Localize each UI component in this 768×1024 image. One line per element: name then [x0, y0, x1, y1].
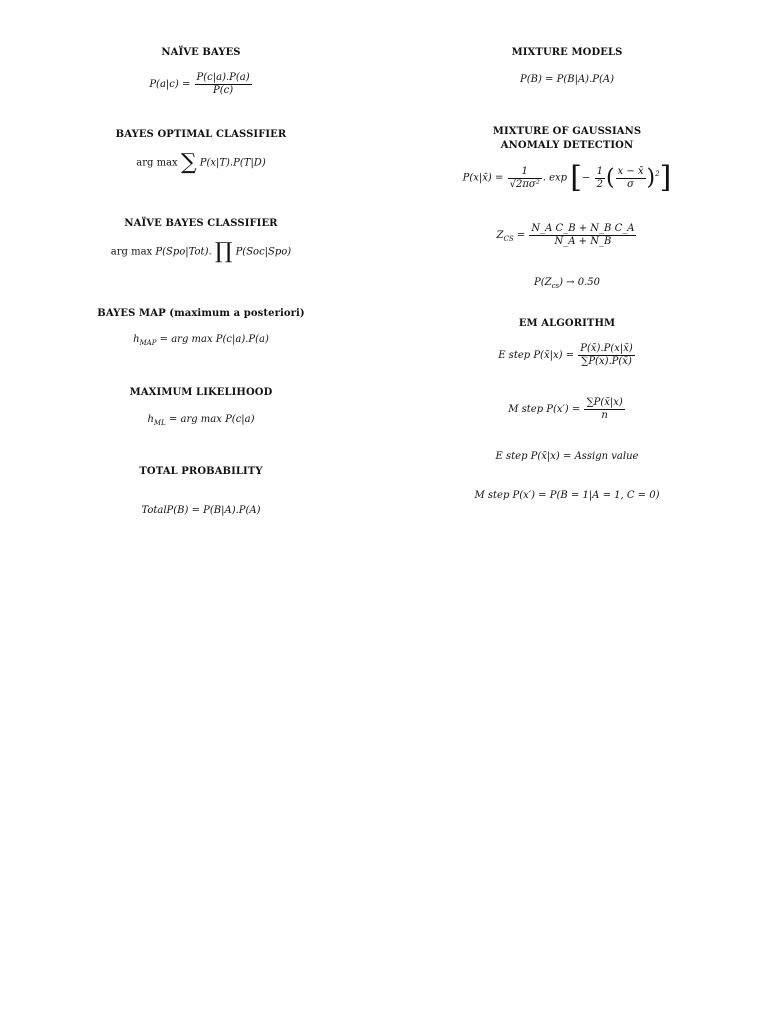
mog-formula: P(x|x̄) = $\frac{1}{\text{√2πσ²}}$ . exp [− $\frac{1}{2}$ ( $\frac{x - x̄}{\sigma}$ )$^2$]: [462, 160, 672, 195]
sum-icon: ∑: [180, 150, 197, 175]
product-icon: ∏: [214, 239, 233, 264]
em-e-step-assign: E step P(x̄|x) = Assign value: [495, 451, 639, 462]
bayes-map-formula: $h_{MAP}$ = arg max P(c|a).P(a): [133, 334, 269, 347]
mog-title-line2: ANOMALY DETECTION: [500, 140, 634, 151]
mog-title-line1: MIXTURE OF GAUSSIANS: [492, 126, 642, 137]
em-m-step-assign: M step P(x′) = P(B = 1|A = 1, C = 0): [474, 490, 660, 501]
naive-bayes-title: NAÏVE BAYES: [161, 47, 241, 58]
naive-bayes-formula: P(a|c) = $\frac{P(c|a).P(a)}{P(c)}$: [149, 72, 250, 96]
em-algorithm-title: EM ALGORITHM: [518, 318, 616, 329]
bayes-optimal-title: BAYES OPTIMAL CLASSIFIER: [115, 129, 287, 140]
pz-formula: $P(Z_{cs}) \to 0.50$: [534, 277, 600, 290]
total-probability-title: TOTAL PROBABILITY: [139, 466, 263, 477]
max-likelihood-formula: $h_{ML}$ = arg max P(c|a): [147, 414, 255, 427]
naive-bayes-classifier-formula: arg max P(Spo|Tot). ∏ P(Soc|Spo): [110, 239, 292, 264]
em-m-step-formula: M step P(x′) = $\frac{\sum P(x̄|x)}{n}$: [508, 397, 623, 421]
right-bracket-icon: ]: [659, 160, 672, 195]
total-probability-formula: TotalP(B) = P(B|A).P(A): [141, 505, 261, 516]
mixture-models-formula: P(B) = P(B|A).P(A): [519, 74, 615, 85]
left-bracket-icon: [: [570, 160, 582, 195]
bayes-map-title: BAYES MAP (maximum a posteriori): [97, 308, 305, 319]
naive-bayes-classifier-title: NAÏVE BAYES CLASSIFIER: [124, 218, 278, 229]
em-e-step-formula: E step P(x̄|x) = $\frac{P(x̄).P(x|x̄)}{\sum P(x).P(x̄)}$: [498, 343, 633, 367]
zcs-formula: $Z_{CS}$ = $\frac{\text{N\_A C\_B + N\_B C\_A}}{N\_A + N\_B}$: [496, 223, 635, 247]
fraction: $\frac{P(c|a).P(a)}{P(c)}$: [196, 72, 250, 96]
max-likelihood-title: MAXIMUM LIKELIHOOD: [129, 387, 273, 398]
mixture-models-title: MIXTURE MODELS: [511, 47, 623, 58]
bayes-optimal-formula: arg max ∑ P(x|T).P(T|D): [136, 150, 266, 175]
